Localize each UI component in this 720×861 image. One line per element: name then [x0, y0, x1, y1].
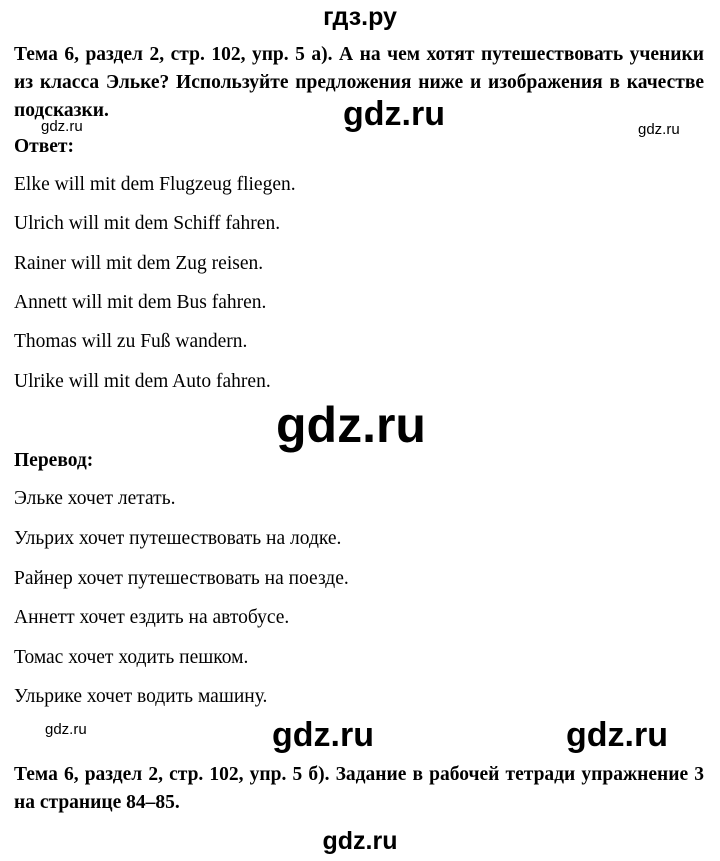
- answer-line: Ulrich will mit dem Schiff fahren.: [14, 213, 281, 234]
- watermark-footer: gdz.ru: [322, 827, 398, 855]
- watermark-small-right: gdz.ru: [638, 121, 680, 138]
- site-title: гдз.ру: [323, 3, 397, 31]
- answer-line: Ulrike will mit dem Auto fahren.: [14, 371, 271, 392]
- answer-heading: Ответ:: [14, 136, 75, 157]
- answer-line: Thomas will zu Fuß wandern.: [14, 331, 248, 352]
- watermark-medium: gdz.ru: [343, 95, 445, 133]
- translation-line: Эльке хочет летать.: [14, 488, 176, 509]
- translation-line: Ульрих хочет путешествовать на лодке.: [14, 528, 342, 549]
- answer-line: Rainer will mit dem Zug reisen.: [14, 253, 264, 274]
- answer-line: Elke will mit dem Flugzeug fliegen.: [14, 174, 296, 195]
- translation-line: Аннетт хочет ездить на автобусе.: [14, 607, 290, 628]
- watermark-small-bottom-left: gdz.ru: [45, 721, 87, 738]
- task-1-text: Тема 6, раздел 2, стр. 102, упр. 5 a). А на чем хотят путешествовать ученики из класса Эльке? Используйте предложения ниже и изображения в качестве подсказки.: [14, 44, 704, 121]
- translation-line: Райнер хочет путешествовать на поезде.: [14, 568, 349, 589]
- translation-heading: Перевод:: [14, 450, 94, 471]
- watermark-medium-bottom-right: gdz.ru: [566, 716, 668, 754]
- watermark-small-left: gdz.ru: [41, 118, 83, 135]
- translation-line: Ульрике хочет водить машину.: [14, 686, 268, 707]
- watermark-medium-bottom-center: gdz.ru: [272, 716, 374, 754]
- answer-line: Annett will mit dem Bus fahren.: [14, 292, 267, 313]
- translation-line: Томас хочет ходить пешком.: [14, 647, 249, 668]
- task-2-text: Тема 6, раздел 2, стр. 102, упр. 5 б). Задание в рабочей тетради упражнение 3 на странице 84–85.: [14, 764, 704, 813]
- watermark-large: gdz.ru: [276, 397, 426, 453]
